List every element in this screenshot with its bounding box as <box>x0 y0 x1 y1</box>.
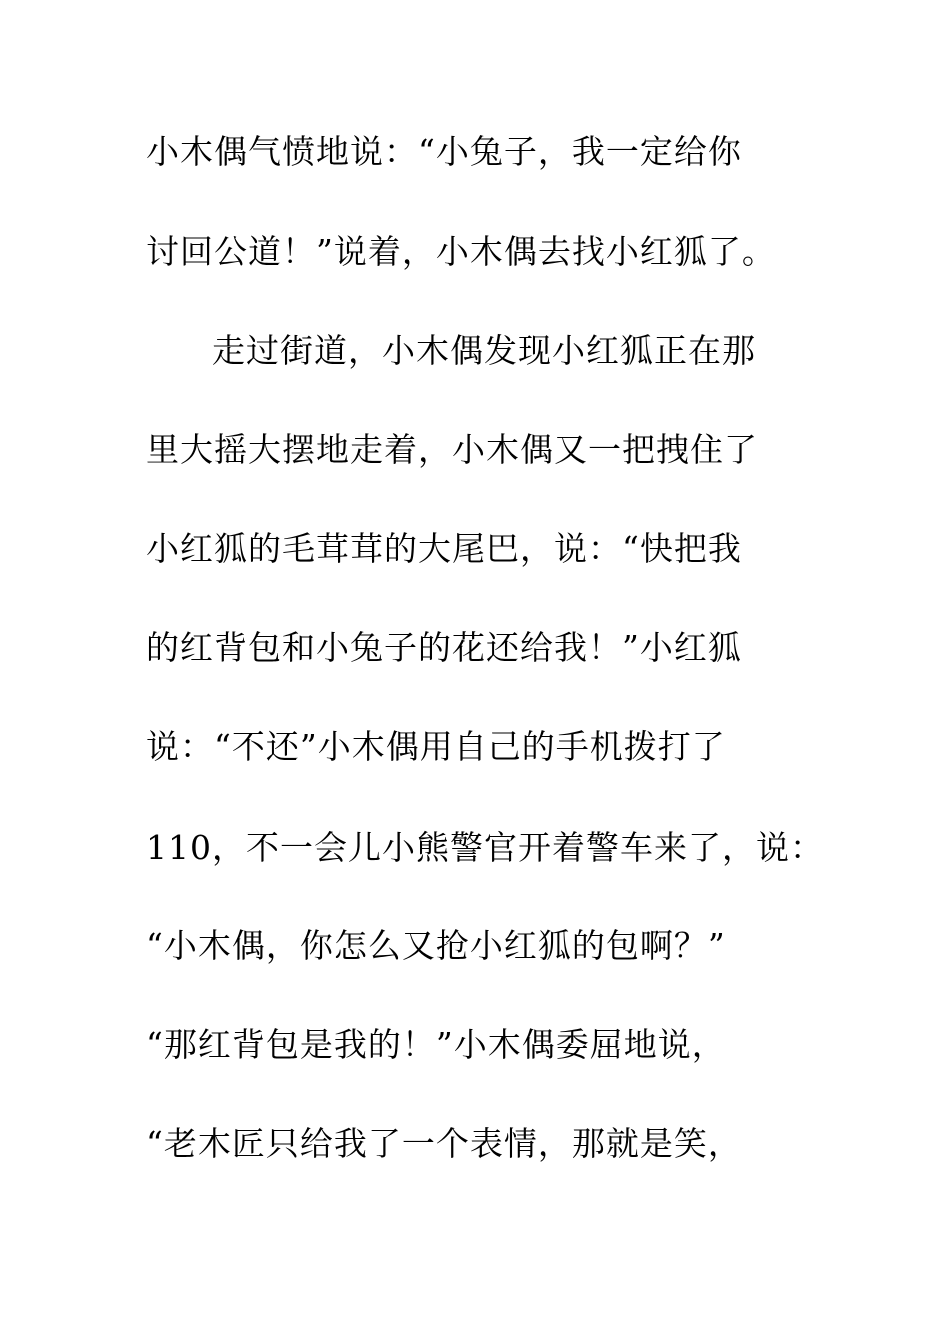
text-line: 小红狐的毛茸茸的大尾巴，说：“快把我 <box>146 529 742 568</box>
text-line: 110，不一会儿小熊警官开着警车来了，说： <box>146 828 824 867</box>
text-line: 说：“不还”小木偶用自己的手机拨打了 <box>146 727 726 766</box>
text-line: 小木偶气愤地说：“小兔子，我一定给你 <box>146 132 742 171</box>
paragraph-start-line: 走过街道，小木偶发现小红狐正在那 <box>212 331 756 370</box>
text-line: 里大摇大摆地走着，小木偶又一把拽住了 <box>146 430 758 469</box>
text-line: “小木偶，你怎么又抢小红狐的包啊？” <box>146 926 726 965</box>
text-line: “那红背包是我的！”小木偶委屈地说， <box>146 1025 726 1064</box>
text-line: 讨回公道！”说着，小木偶去找小红狐了。 <box>146 232 776 271</box>
text-line: 的红背包和小兔子的花还给我！”小红狐 <box>146 628 742 667</box>
text-line: “老木匠只给我了一个表情，那就是笑， <box>146 1124 742 1163</box>
